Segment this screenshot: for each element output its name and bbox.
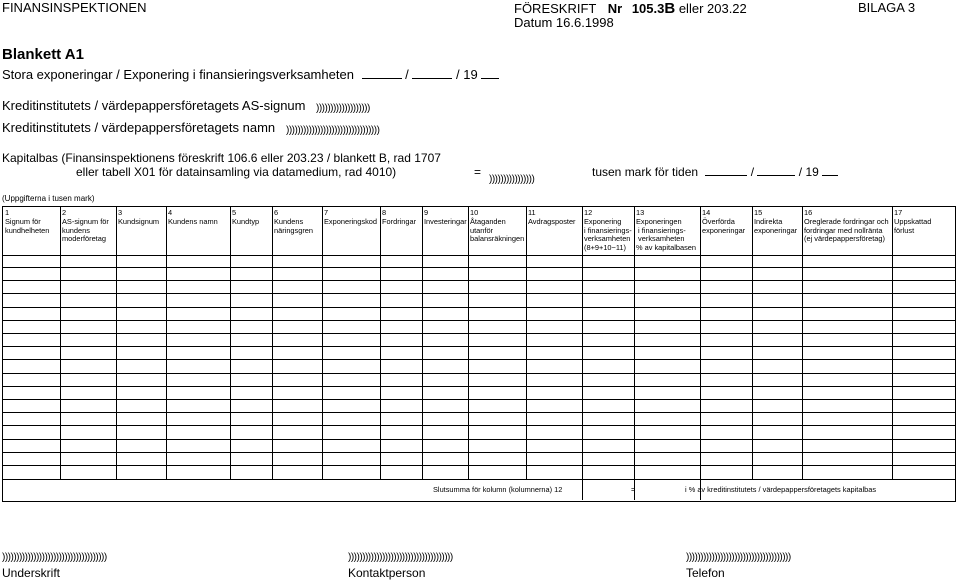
column-label: Kundens näringsgren bbox=[274, 216, 314, 235]
column-header-7 bbox=[324, 209, 377, 227]
column-label: Kundens namn bbox=[168, 216, 218, 226]
signum-field[interactable]: ))))))))))))))))))) bbox=[316, 103, 370, 114]
table-row[interactable] bbox=[3, 320, 955, 321]
phone-field[interactable]: ))))))))))))))))))))))))))))))))))))) bbox=[686, 552, 791, 563]
unit-note: (Uppgifterna i tusen mark) bbox=[2, 194, 95, 203]
table-row[interactable] bbox=[3, 452, 955, 453]
column-number: 13 bbox=[636, 208, 645, 217]
table-row[interactable] bbox=[3, 307, 955, 308]
date-year-prefix: / 19 bbox=[456, 67, 478, 82]
column-label: AS-signum för kundens moderföretag bbox=[62, 216, 109, 244]
column-header-14 bbox=[702, 209, 745, 235]
column-label: Kundsignum bbox=[118, 216, 160, 226]
sum-equals: = bbox=[631, 485, 636, 494]
institution-name-field[interactable]: ))))))))))))))))))))))))))))))))) bbox=[286, 125, 380, 136]
table-row[interactable] bbox=[3, 373, 955, 374]
column-number: 11 bbox=[528, 208, 536, 217]
column-label: Exponeringen i finansierings- verksamheten % av kapitalbasen bbox=[636, 216, 696, 253]
column-number: 3 bbox=[118, 208, 123, 217]
regulation-prefix: FÖRESKRIFT bbox=[514, 1, 597, 16]
table-row[interactable] bbox=[3, 386, 955, 387]
capital-date-day-field[interactable] bbox=[705, 165, 747, 176]
table-row[interactable] bbox=[3, 465, 955, 466]
table-row[interactable] bbox=[3, 346, 955, 347]
table-row[interactable] bbox=[3, 359, 955, 360]
column-header-3 bbox=[118, 209, 159, 227]
column-header-5 bbox=[232, 209, 259, 227]
capital-period bbox=[592, 165, 838, 179]
column-number: 4 bbox=[168, 208, 173, 217]
column-number: 12 bbox=[584, 208, 593, 217]
capital-date-separator: / bbox=[750, 165, 755, 179]
table-row[interactable] bbox=[3, 399, 955, 400]
capital-date-month-field[interactable] bbox=[757, 165, 795, 176]
column-number: 5 bbox=[232, 208, 237, 217]
table-row[interactable] bbox=[3, 425, 955, 426]
column-label: Uppskattad förlust bbox=[894, 216, 932, 235]
capital-base-label-2: eller tabell X01 för datainsamling via datamedium, rad 4010) bbox=[76, 165, 397, 179]
capital-base-field[interactable]: )))))))))))))))) bbox=[489, 174, 535, 185]
column-number: 9 bbox=[424, 208, 429, 217]
regulation-nr-suffix: eller 203.22 bbox=[678, 1, 747, 16]
column-number: 17 bbox=[894, 208, 903, 217]
column-number: 1 bbox=[5, 208, 10, 217]
column-header-15 bbox=[754, 209, 797, 235]
column-header-16 bbox=[804, 209, 889, 244]
column-label: Exponering i finansierings- verksamheten (8+9+10−11) bbox=[584, 216, 632, 253]
form-subtitle bbox=[2, 67, 499, 82]
sum-label: Slutsumma för kolumn (kolumnerna) 12 bbox=[433, 485, 563, 494]
attachment-label: BILAGA 3 bbox=[858, 0, 916, 15]
column-label: Överförda exponeringar bbox=[702, 216, 746, 235]
column-header-12 bbox=[584, 209, 632, 253]
table-row[interactable] bbox=[3, 280, 955, 281]
table-row[interactable] bbox=[3, 439, 955, 440]
column-label: Investeringar bbox=[424, 216, 467, 226]
column-label: Indirekta exponeringar bbox=[754, 216, 798, 235]
column-header-1 bbox=[5, 209, 49, 235]
sum-row-divider bbox=[3, 479, 955, 480]
column-label: Signum för kundhelheten bbox=[5, 216, 50, 235]
sum-percent-label: i % av kreditinstitutets / värdepappersföretagets kapitalbas bbox=[685, 485, 877, 494]
form-subtitle-text: Stora exponeringar / Exponering i finansieringsverksamheten bbox=[2, 67, 354, 82]
contact-person-field[interactable]: ))))))))))))))))))))))))))))))))))))) bbox=[348, 552, 453, 563]
column-label: Exponeringskod bbox=[324, 216, 378, 226]
column-header-2 bbox=[62, 209, 109, 244]
date-separator: / bbox=[405, 67, 409, 82]
header-divider bbox=[3, 255, 955, 256]
signature-field[interactable]: ))))))))))))))))))))))))))))))))))))) bbox=[2, 552, 107, 563]
agency-name: FINANSINSPEKTIONEN bbox=[2, 0, 147, 15]
phone-label: Telefon bbox=[686, 566, 725, 580]
institution-name-label: Kreditinstitutets / värdepappersföretagets namn bbox=[2, 120, 276, 135]
table-row[interactable] bbox=[3, 333, 955, 334]
form-title: Blankett A1 bbox=[2, 46, 84, 63]
column-number: 10 bbox=[470, 208, 479, 217]
exposure-table bbox=[2, 206, 956, 502]
column-header-6 bbox=[274, 209, 313, 235]
signature-label: Underskrift bbox=[2, 566, 61, 580]
column-header-4 bbox=[168, 209, 218, 227]
regulation-nr-letter: B bbox=[664, 0, 676, 17]
capital-date-year-field[interactable] bbox=[822, 165, 838, 176]
column-number: 2 bbox=[62, 208, 67, 217]
column-header-11 bbox=[528, 209, 576, 227]
column-number: 14 bbox=[702, 208, 711, 217]
column-header-8 bbox=[382, 209, 416, 227]
sum-cell-divider bbox=[582, 479, 583, 500]
report-date-month-field[interactable] bbox=[412, 68, 452, 79]
table-row[interactable] bbox=[3, 267, 955, 268]
date-line: Datum 16.6.1998 bbox=[514, 15, 614, 30]
capital-base-label: Kapitalbas (Finansinspektionens föreskrift 106.6 eller 203.23 / blankett B, rad 1707 bbox=[2, 151, 441, 165]
capital-unit: tusen mark för tiden bbox=[592, 165, 699, 179]
column-label: Kundtyp bbox=[232, 216, 260, 226]
contact-person-label: Kontaktperson bbox=[348, 566, 426, 580]
table-row[interactable] bbox=[3, 293, 955, 294]
regulation-nr-label: Nr bbox=[607, 1, 623, 16]
column-label: Fordringar bbox=[382, 216, 417, 226]
capital-equals: = bbox=[474, 165, 482, 179]
column-number: 7 bbox=[324, 208, 329, 217]
column-header-17 bbox=[894, 209, 931, 235]
column-label: Oreglerade fordringar och fordringar med nollränta (ej värdepappersföretag) bbox=[804, 216, 889, 244]
capital-date-year-prefix: / 19 bbox=[798, 165, 819, 179]
column-header-9 bbox=[424, 209, 467, 227]
signum-label: Kreditinstitutets / värdepappersföretagets AS-signum bbox=[2, 98, 306, 113]
report-date-day-field[interactable] bbox=[362, 68, 402, 79]
column-header-13 bbox=[636, 209, 696, 253]
column-number: 16 bbox=[804, 208, 813, 217]
table-row[interactable] bbox=[3, 412, 955, 413]
column-header-10 bbox=[470, 209, 524, 244]
column-number: 6 bbox=[274, 208, 279, 217]
column-label: Åtaganden utanför balansräkningen bbox=[470, 216, 525, 244]
report-date-year-field[interactable] bbox=[481, 68, 499, 79]
column-number: 15 bbox=[754, 208, 763, 217]
regulation-nr-value: 105.3 bbox=[631, 1, 665, 16]
column-number: 8 bbox=[382, 208, 387, 217]
column-label: Avdragsposter bbox=[528, 216, 576, 226]
